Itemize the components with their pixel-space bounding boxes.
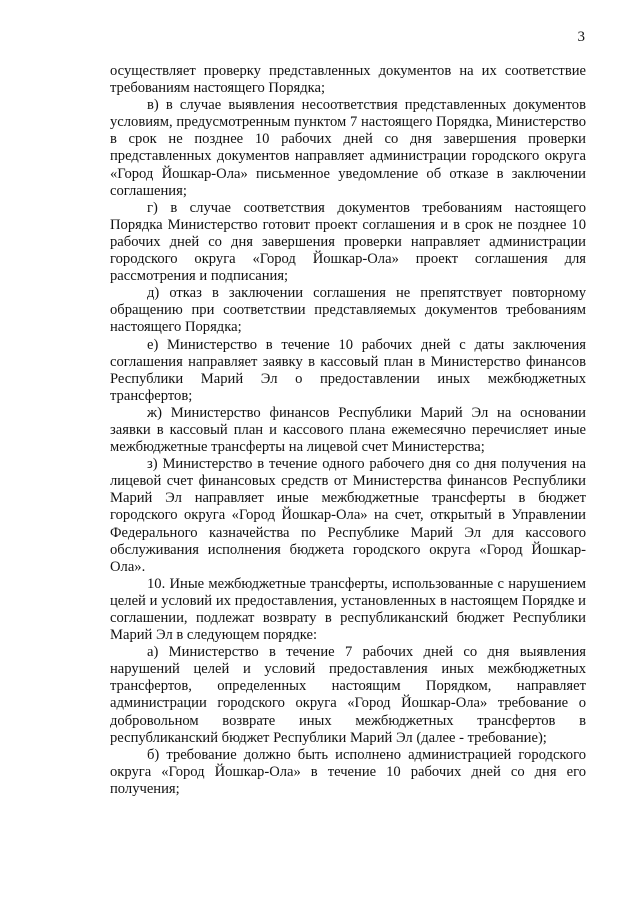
paragraph-item-v: в) в случае выявления несоответствия представленных документов условиям, предусмотренным пунктом 7 настоящего Порядка, Министерство в срок не позднее 10 рабочих дней со дня завершения проверки представленных документов направляет администрации городского округа «Город Йошкар-Ола» письменное уведомление об отказе в заключении соглашения; [110,97,586,199]
paragraph-item-z: з) Министерство в течение одного рабочего дня со дня получения на лицевой счет финансовых средств от Министерства финансов Республики Марий Эл направляет иные межбюджетные трансферты в бюджет городского округа «Город Йошкар-Ола» на счет, открытый в Управлении Федерального казначейства по Республике Марий Эл для кассового обслуживания исполнения бюджета городского округа «Город Йошкар-Ола». [110,456,586,575]
document-body [110,63,586,798]
paragraph-continuation: осуществляет проверку представленных документов на их соответствие требованиям настоящего Порядка; [110,63,586,97]
paragraph-item-a: а) Министерство в течение 7 рабочих дней со дня выявления нарушений целей и условий предоставления иных межбюджетных трансфертов, определенных настоящим Порядком, направляет администрации городского округа «Город Йошкар-Ола» требование о добровольном возврате иных межбюджетных трансфертов в республиканский бюджет Республики Марий Эл (далее - требование); [110,644,586,746]
paragraph-item-zh: ж) Министерство финансов Республики Марий Эл на основании заявки в кассовый план и кассового плана ежемесячно перечисляет иные межбюджетные трансферты на лицевой счет Министерства; [110,404,586,456]
paragraph-item-g: г) в случае соответствия документов требованиям настоящего Порядка Министерство готовит проект соглашения и в срок не позднее 10 рабочих дней со дня завершения проверки направляет администрации городского округа «Город Йошкар-Ола» проект соглашения для рассмотрения и подписания; [110,199,586,285]
page-number: 3 [577,29,585,45]
paragraph-item-b: б) требование должно быть исполнено администрацией городского округа «Город Йошкар-Ола» в течение 10 рабочих дней со дня его получения; [110,746,586,797]
paragraph-section-10: 10. Иные межбюджетные трансферты, использованные с нарушением целей и условий их предоставления, установленных в настоящем Порядке и соглашении, подлежат возврату в республиканский бюджет Республики Марий Эл в следующем порядке: [110,575,586,644]
paragraph-item-d: д) отказ в заключении соглашения не препятствует повторному обращению при соответствии представляемых документов требованиям настоящего Порядка; [110,285,586,336]
paragraph-item-e: е) Министерство в течение 10 рабочих дней с даты заключения соглашения направляет заявку в кассовый план в Министерство финансов Республики Марий Эл о предоставлении иных межбюджетных трансфертов; [110,336,586,404]
